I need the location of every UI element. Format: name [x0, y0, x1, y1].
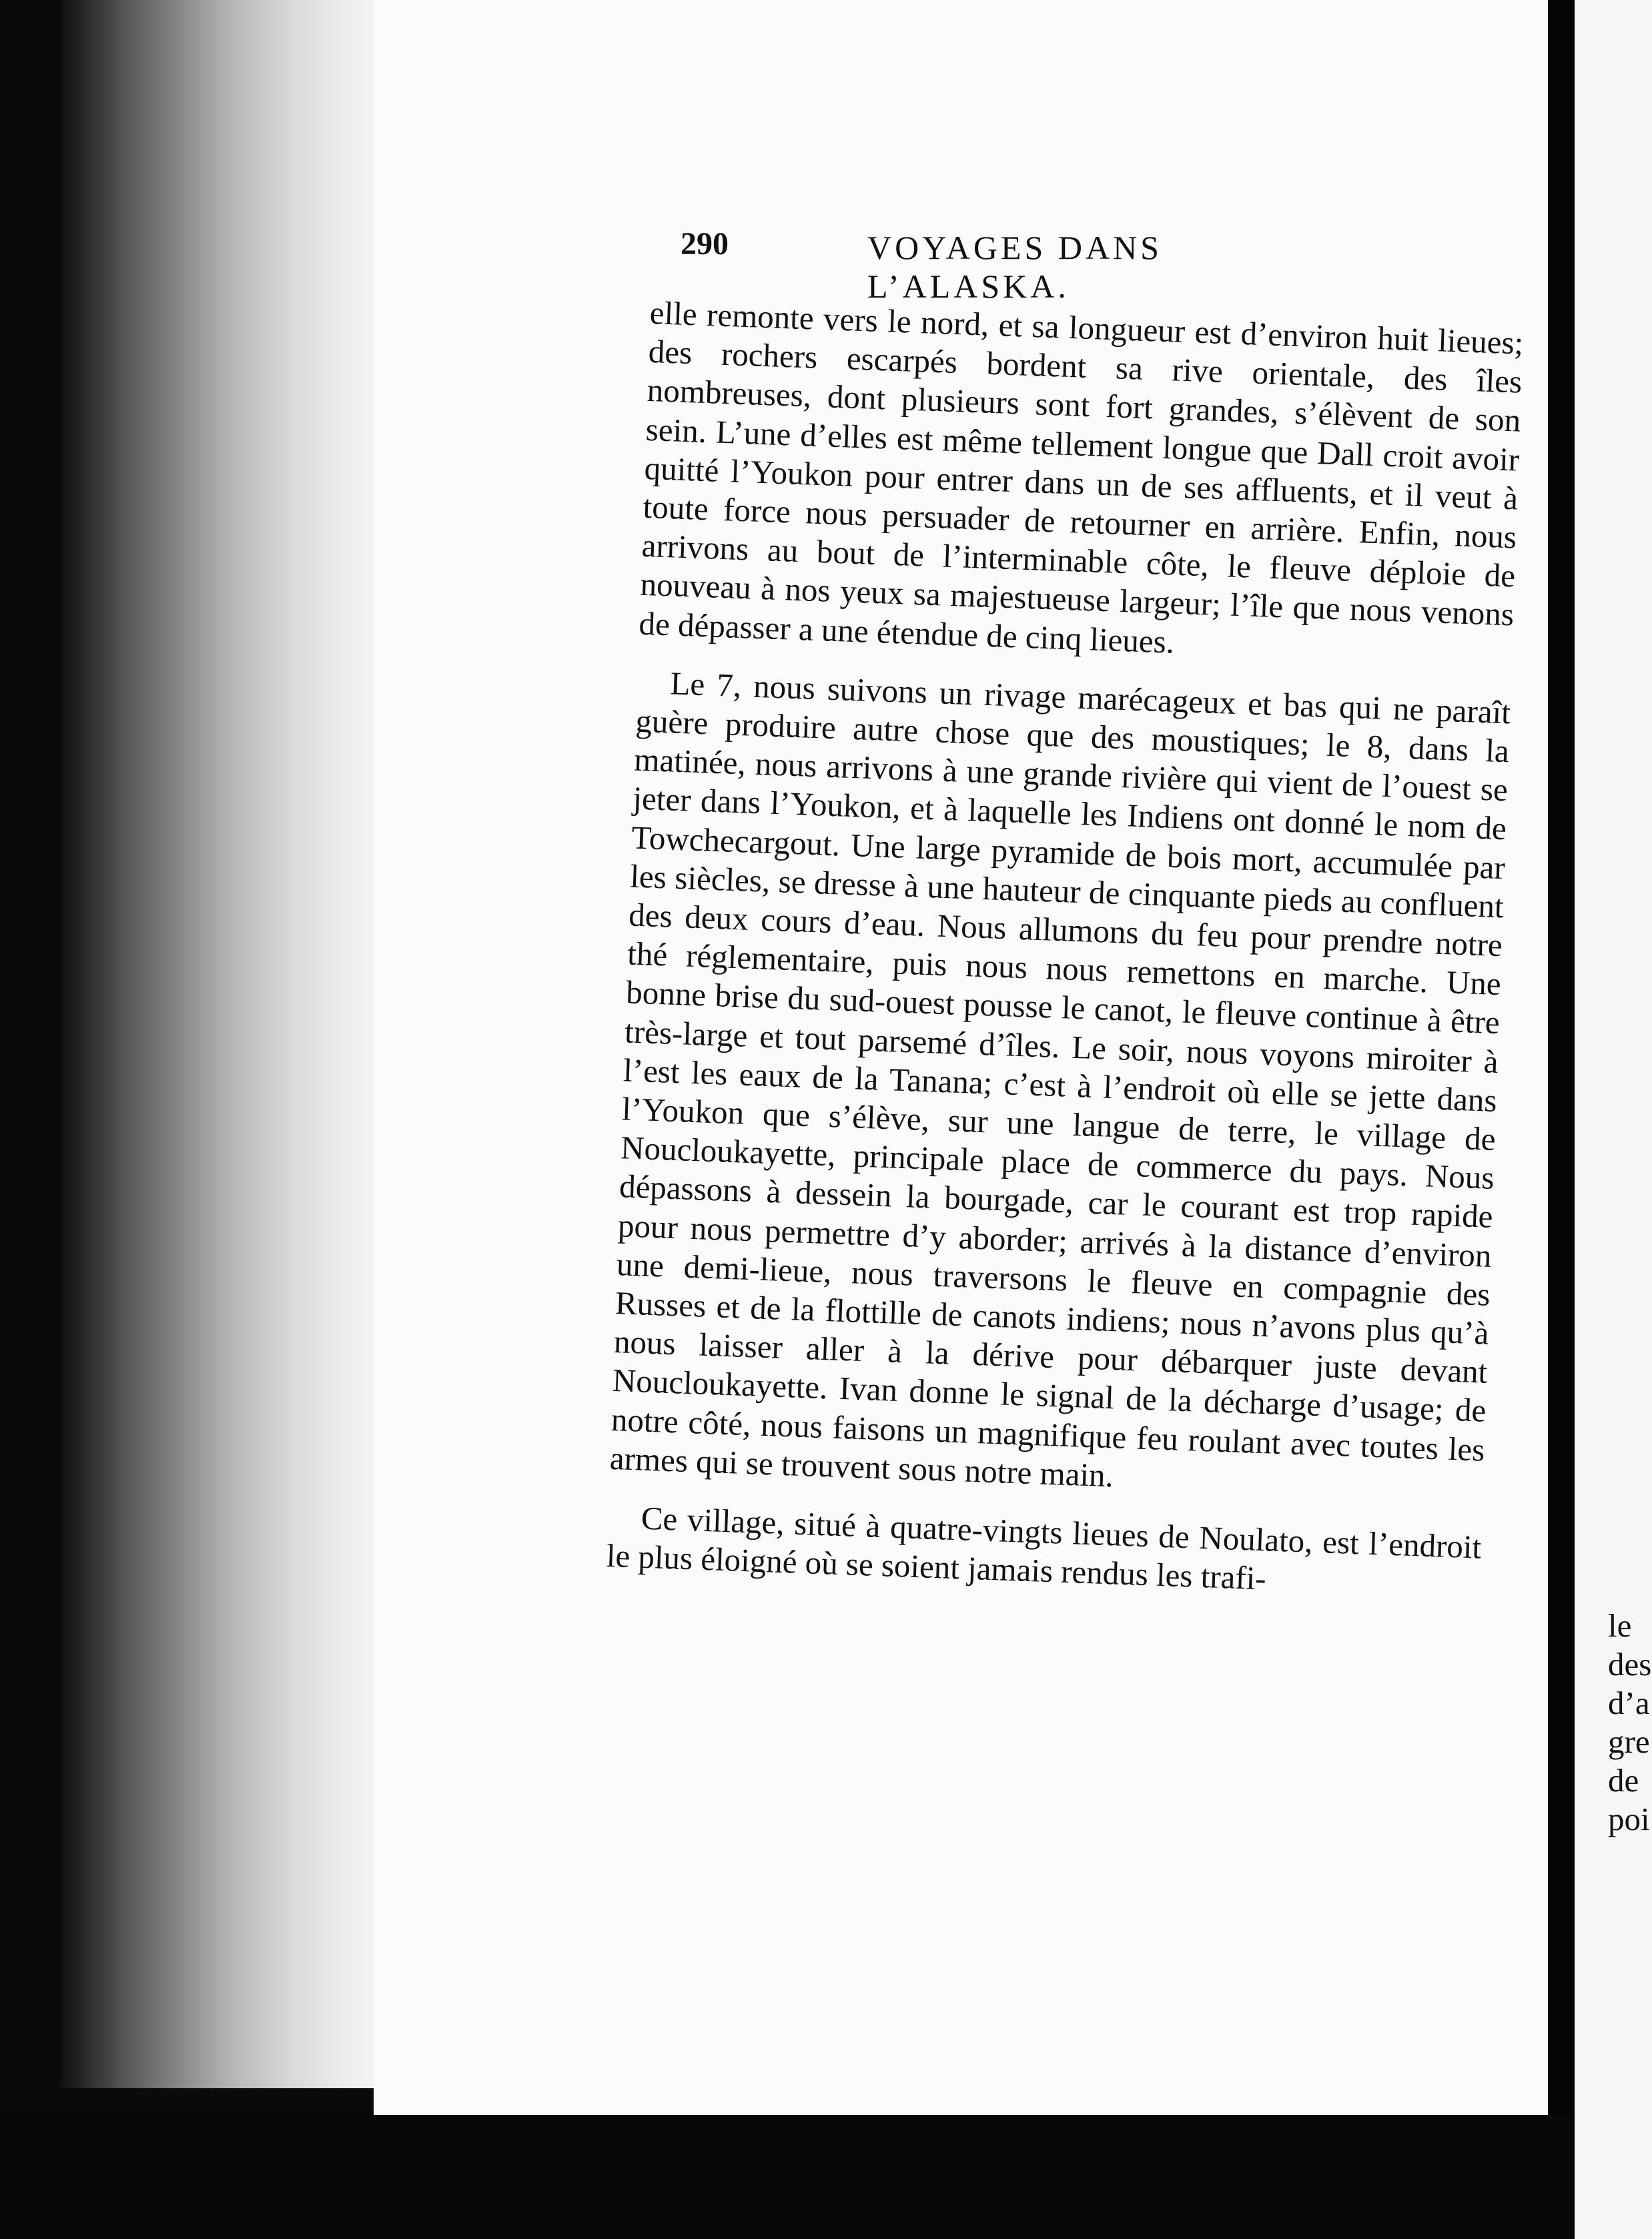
next-page-line: d’a: [1608, 1685, 1650, 1721]
next-page-line: gre: [1608, 1723, 1650, 1760]
next-page-fragments: [1608, 1607, 1651, 1839]
book-page-edge: [60, 0, 380, 2088]
next-page-line: des: [1608, 1646, 1652, 1683]
next-page-edge: [1575, 0, 1652, 2239]
page-number: 290: [681, 226, 729, 262]
page-header: [681, 226, 1361, 305]
paragraph: Le 7, nous suivons un rivage marécageux et bas qui ne paraît guère produire autre chose que des moustiques; le 8, dans la matinée, nous arrivons à une grande rivière qui vient de l’ouest se jeter dans l’Youkon, et à laquelle les Indiens ont donné le nom de Towchecargout. Une large pyramide de bois mort, accumulée par les siècles, se dresse à une hauteur de cinquante pieds au confluent des deux cours d’eau. Nous allumons du feu pour prendre notre thé réglementaire, puis nous nous remettons en marche. Une bonne brise du sud-ouest pousse le canot, le fleuve continue à être très-large et tout parsemé d’îles. Le soir, nous voyons miroiter à l’est les eaux de la Tanana; c’est à l’endroit où elle se jette dans l’Youkon que s’élève, sur une langue de terre, le village de Noucloukayette, principale place de commerce du pays. Nous dépassons à dessein la bourgade, car le courant est trop rapide pour nous permettre d’y aborder; arrivés à la distance d’environ une demi-lieue, nous traversons le fleuve en compagnie des Russes et de la flottille de canots indiens; nous n’avons plus qu’à nous laisser aller à la dérive pour débarquer juste devant Noucloukayette. Ivan donne le signal de la décharge d’usage; de notre côté, nous faisons un magnifique feu roulant avec toutes les armes qui se trouvent sous notre main.: [609, 664, 1511, 1494]
body-text: [606, 294, 1524, 1606]
next-page-line: le: [1608, 1607, 1632, 1644]
book-gutter: [1548, 0, 1575, 2239]
next-page-line: de: [1608, 1762, 1639, 1799]
next-page-line: poi: [1608, 1801, 1650, 1837]
scan-background: [0, 2115, 1575, 2239]
paragraph: elle remonte vers le nord, et sa longueur est d’environ huit lieues; des rochers escarpés bordent sa rive orientale, des îles nombreuses, dont plusieurs sont fort grandes, s’élèvent de son sein. L’une d’elles est même tellement longue que Dall croit avoir quitté l’Youkon pour entrer dans un de ses affluents, et il veut à toute force nous persuader de retourner en arrière. Enfin, nous arrivons au bout de l’interminable côte, le fleuve déploie de nouveau à nos yeux sa majestueuse largeur; l’île que nous venons de dépasser a une étendue de cinq lieues.: [638, 294, 1525, 660]
paragraph: Ce village, situé à quatre-vingts lieues de Noulato, est l’endroit le plus éloigné où se soient jamais rendus les trafi-: [605, 1499, 1483, 1597]
running-title: VOYAGES DANS L’ALASKA.: [867, 229, 1162, 305]
